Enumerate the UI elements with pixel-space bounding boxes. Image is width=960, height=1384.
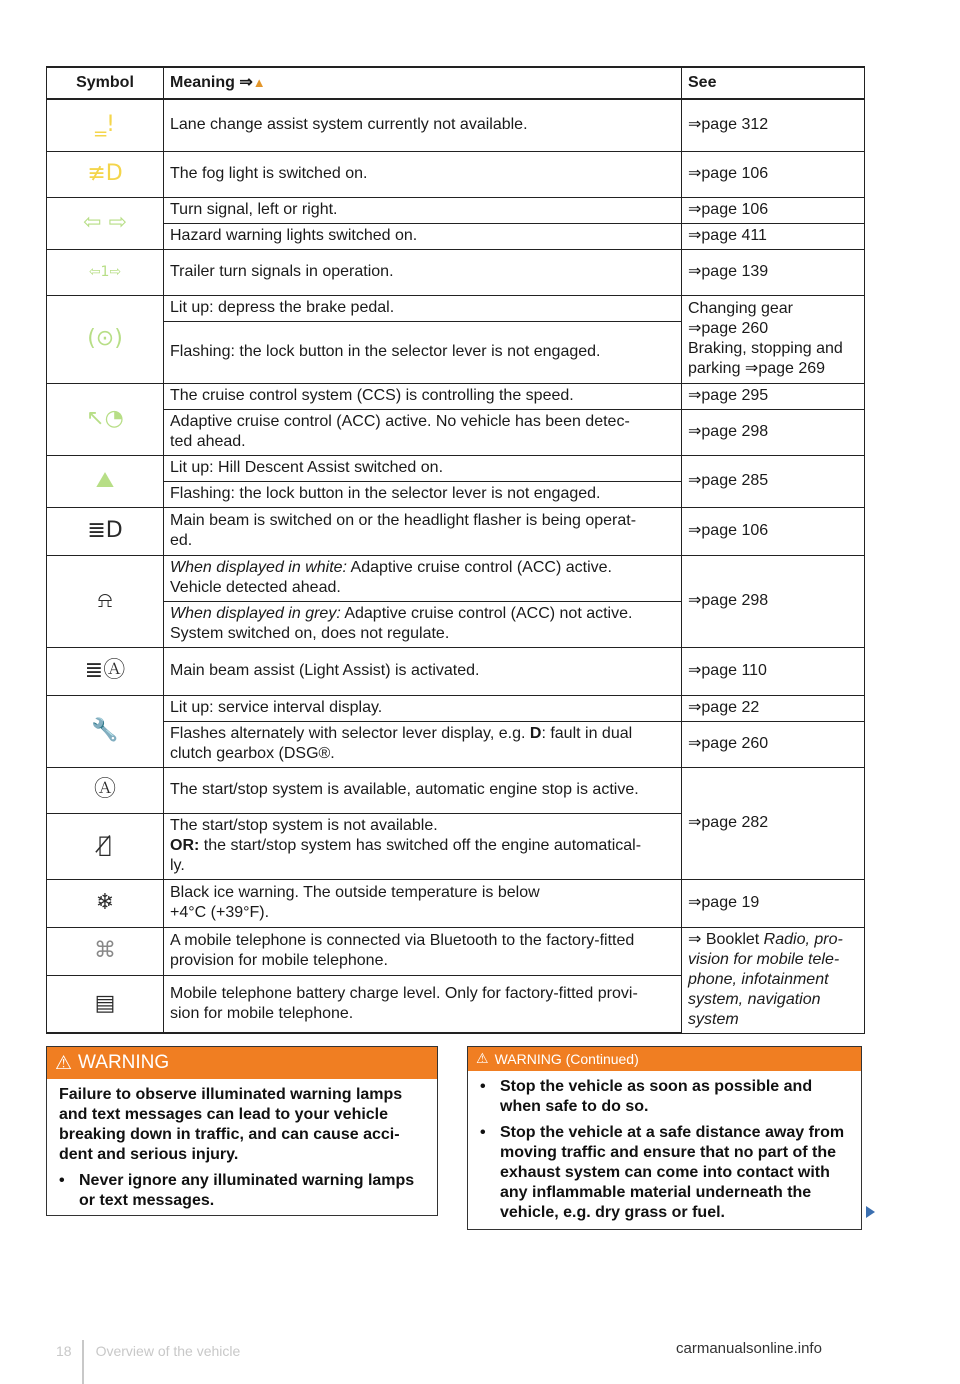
list-item: • Never ignore any illuminated warning lamps or text messages. [59, 1172, 415, 1209]
warning-title: WARNING (Continued) [494, 1051, 639, 1067]
header-symbol: Symbol [47, 67, 164, 99]
trailer-turn-signal-icon: ⇦1⇨ [88, 264, 122, 280]
table-row [47, 879, 865, 927]
meaning-cell: When displayed in white: Adaptive cruise control (ACC) active. Vehicle detected ahead. [164, 555, 682, 601]
page-footer [56, 1318, 240, 1384]
meaning-cell: Adaptive cruise control (ACC) active. No vehicle has been detec- ted ahead. [164, 409, 682, 455]
snowflake-icon: ❄ [95, 890, 115, 915]
see-cell: ⇒ Booklet Radio, pro- vision for mobile tele- phone, infotainment system, navigation system [682, 927, 865, 1033]
meaning-cell: The start/stop system is not available. OR: the start/stop system has switched off the engine automatical- ly. [164, 813, 682, 879]
see-cell: ⇒page 106 [682, 151, 865, 197]
table-row [47, 295, 865, 321]
meaning-cell: Trailer turn signals in operation. [164, 249, 682, 295]
see-cell: ⇒page 285 [682, 455, 865, 507]
table-row [47, 927, 865, 975]
see-cell: ⇒page 19 [682, 879, 865, 927]
meaning-cell: Mobile telephone battery charge level. Only for factory-fitted provi- sion for mobile telephone. [164, 975, 682, 1033]
meaning-cell: Lit up: service interval display. [164, 695, 682, 721]
see-cell: Changing gear ⇒page 260 Braking, stopping and parking ⇒page 269 [682, 295, 865, 383]
meaning-cell: When displayed in grey: Adaptive cruise control (ACC) not active. System switched on, does not regulate. [164, 601, 682, 647]
start-stop-off-icon: Ⓐ̸ [98, 833, 112, 858]
warning-body [47, 1079, 437, 1217]
see-cell: ⇒page 295 [682, 383, 865, 409]
continue-arrow-icon [866, 1206, 875, 1218]
warning-header [468, 1047, 861, 1071]
see-cell: ⇒page 22 [682, 695, 865, 721]
warning-header [47, 1047, 437, 1079]
phone-battery-icon: ▤ [94, 990, 116, 1016]
meaning-cell: Lit up: depress the brake pedal. [164, 295, 682, 321]
table-row [47, 555, 865, 601]
meaning-cell: The cruise control system (CCS) is controlling the speed. [164, 383, 682, 409]
warning-triangle-icon: ▲ [252, 75, 266, 90]
warning-body [468, 1071, 861, 1229]
table-row [47, 383, 865, 409]
table-row [47, 151, 865, 197]
see-cell: ⇒page 411 [682, 223, 865, 249]
meaning-cell: Black ice warning. The outside temperature is below +4°C (+39°F). [164, 879, 682, 927]
header-see: See [682, 67, 865, 99]
table-row [47, 507, 865, 555]
list-item: • Stop the vehicle at a safe distance away from moving traffic and ensure that no part of the exhaust system can come into contact with any inflammable material underneath the vehicle, e.g. dry grass or fuel. [480, 1124, 845, 1221]
meaning-cell: Hazard warning lights switched on. [164, 223, 682, 249]
foot-brake-icon: (⊙) [87, 326, 123, 351]
table-row [47, 647, 865, 695]
page-number: 18 [56, 1343, 72, 1359]
see-cell: ⇒page 282 [682, 767, 865, 879]
see-cell: ⇒page 110 [682, 647, 865, 695]
warning-triangle-icon: ⚠ [55, 1052, 73, 1074]
watermark: carmanualsonline.info [676, 1340, 822, 1357]
bluetooth-icon: ⌘ [94, 938, 116, 963]
table-row [47, 721, 865, 767]
rear-fog-light-icon: ≢D [87, 161, 123, 186]
see-cell: ⇒page 106 [682, 197, 865, 223]
see-cell: ⇒page 260 [682, 721, 865, 767]
table-row [47, 249, 865, 295]
meaning-cell: Lane change assist system currently not available. [164, 99, 682, 151]
meaning-cell: The start/stop system is available, automatic engine stop is active. [164, 767, 682, 813]
service-wrench-icon: 🔧 [91, 718, 119, 743]
meaning-cell: The fog light is switched on. [164, 151, 682, 197]
header-meaning: Meaning ⇒▲ [164, 67, 682, 99]
main-beam-assist-icon: ≣Ⓐ [84, 658, 126, 683]
warning-triangle-icon: ⚠ [476, 1051, 489, 1067]
meaning-cell: Flashing: the lock button in the selector lever is not engaged. [164, 321, 682, 383]
meaning-cell: Flashes alternately with selector lever display, e.g. D: fault in dual clutch gearbox (DSG®. [164, 721, 682, 767]
meaning-cell: A mobile telephone is connected via Bluetooth to the factory-fitted provision for mobile telephone. [164, 927, 682, 975]
footer-section: Overview of the vehicle [95, 1343, 241, 1359]
table-row [47, 455, 865, 481]
see-cell: ⇒page 298 [682, 555, 865, 647]
meaning-cell: Main beam is switched on or the headlight flasher is being operat- ed. [164, 507, 682, 555]
hill-descent-icon: ⛰ [95, 468, 115, 493]
table-row [47, 223, 865, 249]
turn-signal-arrows-icon: ⇦ ⇨ [83, 210, 127, 235]
table-row [47, 695, 865, 721]
see-cell: ⇒page 298 [682, 409, 865, 455]
table-row [47, 409, 865, 455]
symbol-table [46, 66, 865, 1034]
table-row [47, 197, 865, 223]
start-stop-icon: Ⓐ [93, 777, 116, 802]
see-cell: ⇒page 106 [682, 507, 865, 555]
table-row [47, 767, 865, 813]
warning-paragraph: Failure to observe illuminated warning lamps and text messages can lead to your vehicle breaking down in traffic, and can cause acci- dent and serious injury. [59, 1086, 403, 1163]
meaning-cell: Lit up: Hill Descent Assist switched on. [164, 455, 682, 481]
warning-box [46, 1046, 438, 1216]
warning-continued-box [467, 1046, 862, 1230]
meaning-cell: Turn signal, left or right. [164, 197, 682, 223]
see-cell: ⇒page 139 [682, 249, 865, 295]
table-header-row [47, 67, 865, 99]
meaning-cell: Flashing: the lock button in the selector lever is not engaged. [164, 481, 682, 507]
meaning-cell: Main beam assist (Light Assist) is activated. [164, 647, 682, 695]
main-beam-icon: ≣D [87, 518, 123, 543]
table-row [47, 99, 865, 151]
cruise-control-icon: ↖◔ [86, 406, 124, 431]
acc-vehicle-ahead-icon: ⍾ [97, 588, 113, 613]
list-item: • Stop the vehicle as soon as possible and when safe to do so. [480, 1078, 813, 1115]
footer-divider [82, 1340, 84, 1384]
warning-title: WARNING [78, 1052, 170, 1073]
lane-change-warning-icon: ‗! [95, 112, 115, 138]
see-cell: ⇒page 312 [682, 99, 865, 151]
